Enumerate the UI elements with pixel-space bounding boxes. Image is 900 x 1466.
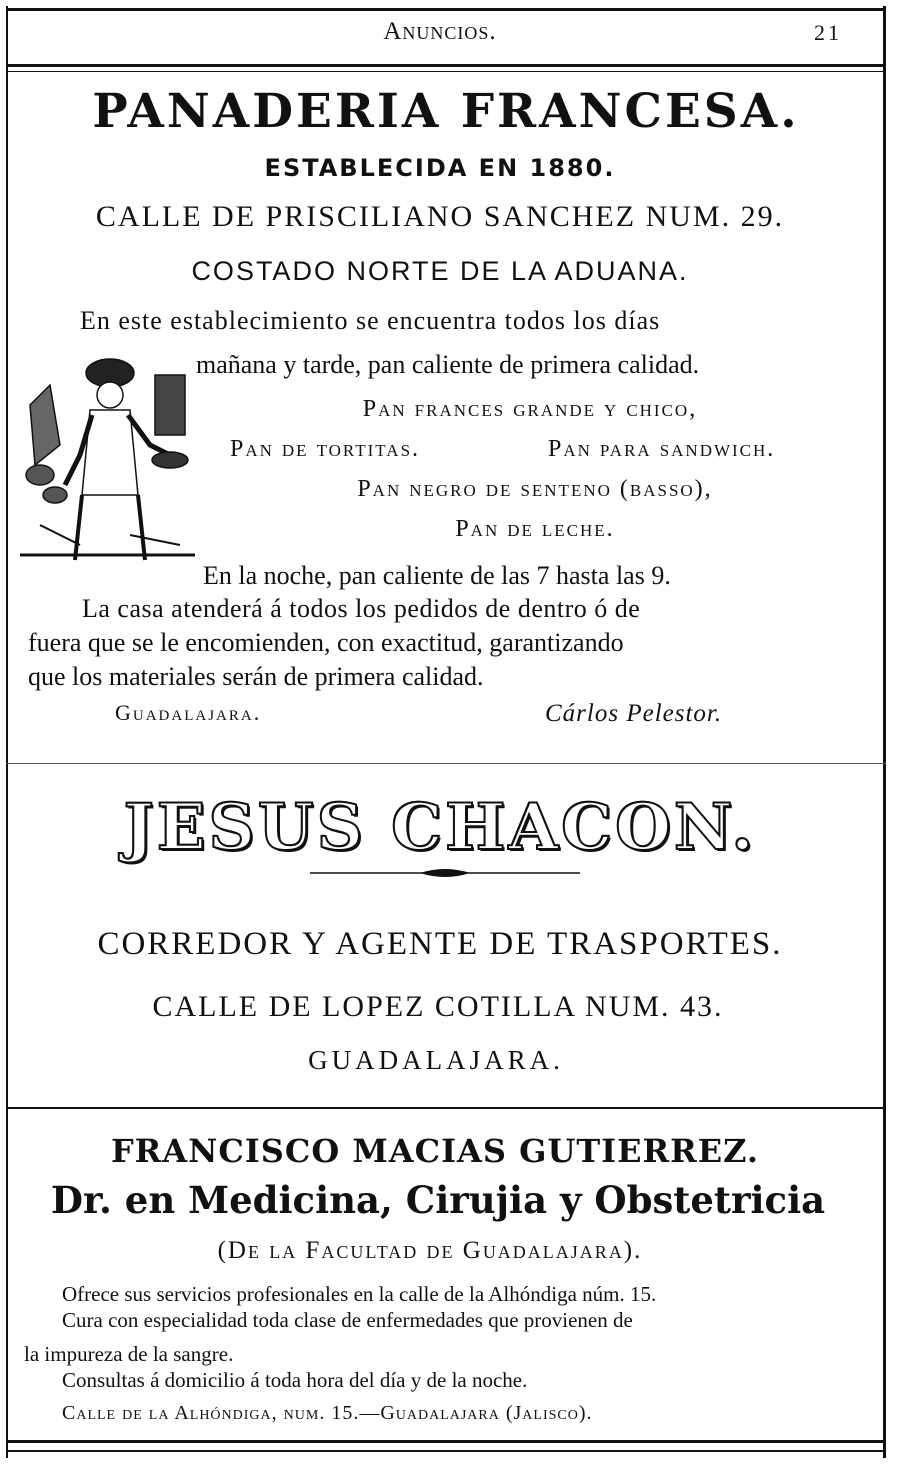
ad3-address: Calle de la Alhóndiga, num. 15.—Guadalajara (Jalisco). xyxy=(62,1402,593,1424)
ad1-address: CALLE DE PRISCILIANO SANCHEZ NUM. 29. xyxy=(95,200,785,233)
ad1-product1: Pan frances grande y chico, xyxy=(362,396,698,422)
ad1-location: COSTADO NORTE DE LA ADUANA. xyxy=(191,256,689,286)
top-rule xyxy=(6,8,886,11)
ad1-title: PANADERIA FRANCESA. xyxy=(92,84,800,139)
ad1-night: En la noche, pan caliente de las 7 hasta las 9. xyxy=(203,561,671,590)
ad1-para-line3: que los materiales serán de primera calidad. xyxy=(28,662,484,691)
bottom-rule-thin xyxy=(6,1450,886,1452)
ad2-city: GUADALAJARA. xyxy=(308,1045,564,1075)
divider-1 xyxy=(6,763,886,764)
ad2-address: CALLE DE LOPEZ COTILLA NUM. 43. xyxy=(152,990,724,1023)
ad1-signature: Cárlos Pelestor. xyxy=(545,700,723,727)
ad3-name: FRANCISCO MACIAS GUTIERREZ. xyxy=(110,1132,760,1170)
ad3-title: Dr. en Medicina, Cirujia y Obstetricia xyxy=(50,1178,826,1222)
ad1-para-line2: fuera que se le encomienden, con exactitud, garantizando xyxy=(28,628,624,657)
ad3-line2: Cura con especialidad toda clase de enfermedades que provienen de xyxy=(62,1308,633,1332)
header-rule-thin xyxy=(6,71,886,72)
ad1-city: Guadalajara. xyxy=(115,700,262,725)
ad2-name-text: JESUS CHACON. xyxy=(123,790,757,865)
page-number: 21 xyxy=(814,20,842,45)
ad3-line3: la impureza de la sangre. xyxy=(24,1342,234,1366)
ad1-product2a: Pan de tortitas. xyxy=(230,436,421,462)
ad2-profession: CORREDOR Y AGENTE DE TRASPORTES. xyxy=(97,926,783,962)
header-title: Anuncios. xyxy=(383,18,497,45)
running-header xyxy=(0,18,880,58)
ad2-name xyxy=(0,790,880,865)
ad1-product2b: Pan para sandwich. xyxy=(548,436,776,462)
ad1-body-line2: mañana y tarde, pan caliente de primera calidad. xyxy=(196,350,700,379)
ornament-rule-icon xyxy=(310,865,580,881)
ad1-body-line1: En este establecimiento se encuentra todos los días xyxy=(80,306,661,335)
divider-2 xyxy=(6,1107,886,1109)
ad3-faculty: (De la Facultad de Guadalajara). xyxy=(217,1237,643,1264)
ad1-product3: Pan negro de senteno (basso), xyxy=(357,476,713,502)
ad3-line1: Ofrece sus servicios profesionales en la calle de la Alhóndiga núm. 15. xyxy=(62,1282,657,1306)
ad1-para-line1: La casa atenderá á todos los pedidos de dentro ó de xyxy=(82,594,641,623)
bottom-rule xyxy=(6,1440,886,1443)
ad1-product4: Pan de leche. xyxy=(455,516,615,542)
header-rule xyxy=(6,64,886,67)
ad3-line4: Consultas á domicilio á toda hora del día y de la noche. xyxy=(62,1368,528,1392)
ad1-established: ESTABLECIDA EN 1880. xyxy=(264,154,616,182)
